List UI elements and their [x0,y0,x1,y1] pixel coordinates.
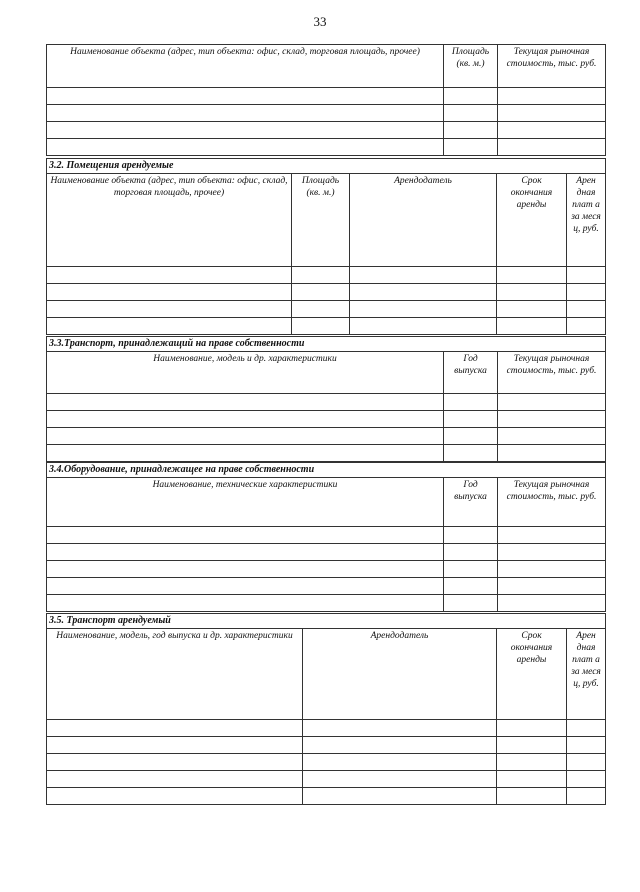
header-lessor: Арендодатель [350,174,497,267]
header-name-model: Наименование, модель и др. характеристики [47,352,444,394]
table-row [47,411,606,428]
section-title-3-2: 3.2. Помещения арендуемые [47,159,606,174]
table-row [47,122,606,139]
table-row [47,788,606,805]
table-row [47,88,606,105]
table-header-row [47,629,606,720]
header-object-name: Наименование объекта (адрес, тип объекта: офис, склад, торговая площадь, прочее) [47,174,292,267]
leased-premises-table [46,158,606,335]
owned-premises-table [46,44,606,156]
table-row [47,737,606,754]
section-title-3-4: 3.4.Оборудование, принадлежащее на праве собственности [47,463,606,478]
table-row [47,544,606,561]
table-row [47,445,606,462]
header-lease-end: Срок окончания аренды [497,174,567,267]
table-row [47,771,606,788]
table-row [47,267,606,284]
table-row [47,561,606,578]
table-header-row [47,174,606,267]
header-lessor: Арендодатель [303,629,497,720]
table-row [47,301,606,318]
owned-transport-table [46,336,606,462]
section-title-3-5: 3.5. Транспорт арендуемый [47,614,606,629]
section-title-3-3: 3.3.Транспорт, принадлежащий на праве собственности [47,337,606,352]
table-row [47,720,606,737]
owned-equipment-table [46,462,606,612]
header-monthly-rent: Арен дная плат а за меся ц, руб. [567,174,606,267]
header-area: Площадь (кв. м.) [292,174,350,267]
table-row [47,284,606,301]
header-market-value: Текущая рыночная стоимость, тыс. руб. [498,478,606,527]
header-year: Год выпуска [444,478,498,527]
page-number: 33 [313,14,327,29]
header-area: Площадь (кв. м.) [444,45,498,88]
header-year: Год выпуска [444,352,498,394]
table-row [47,428,606,445]
table-header-row [47,352,606,394]
table-row [47,754,606,771]
header-object-name: Наименование объекта (адрес, тип объекта: офис, склад, торговая площадь, прочее) [47,45,444,88]
header-monthly-rent: Арен дная плат а за меся ц, руб. [567,629,606,720]
header-lease-end: Срок окончания аренды [497,629,567,720]
header-market-value: Текущая рыночная стоимость, тыс. руб. [498,352,606,394]
table-header-row [47,45,606,88]
header-market-value: Текущая рыночная стоимость, тыс. руб. [498,45,606,88]
table-row [47,105,606,122]
table-row [47,394,606,411]
table-row [47,595,606,612]
table-row [47,318,606,335]
table-header-row [47,478,606,527]
table-row [47,527,606,544]
header-name-specs: Наименование, технические характеристики [47,478,444,527]
table-row [47,139,606,156]
table-row [47,578,606,595]
leased-transport-table [46,613,606,805]
header-name-model-year: Наименование, модель, год выпуска и др. характеристики [47,629,303,720]
